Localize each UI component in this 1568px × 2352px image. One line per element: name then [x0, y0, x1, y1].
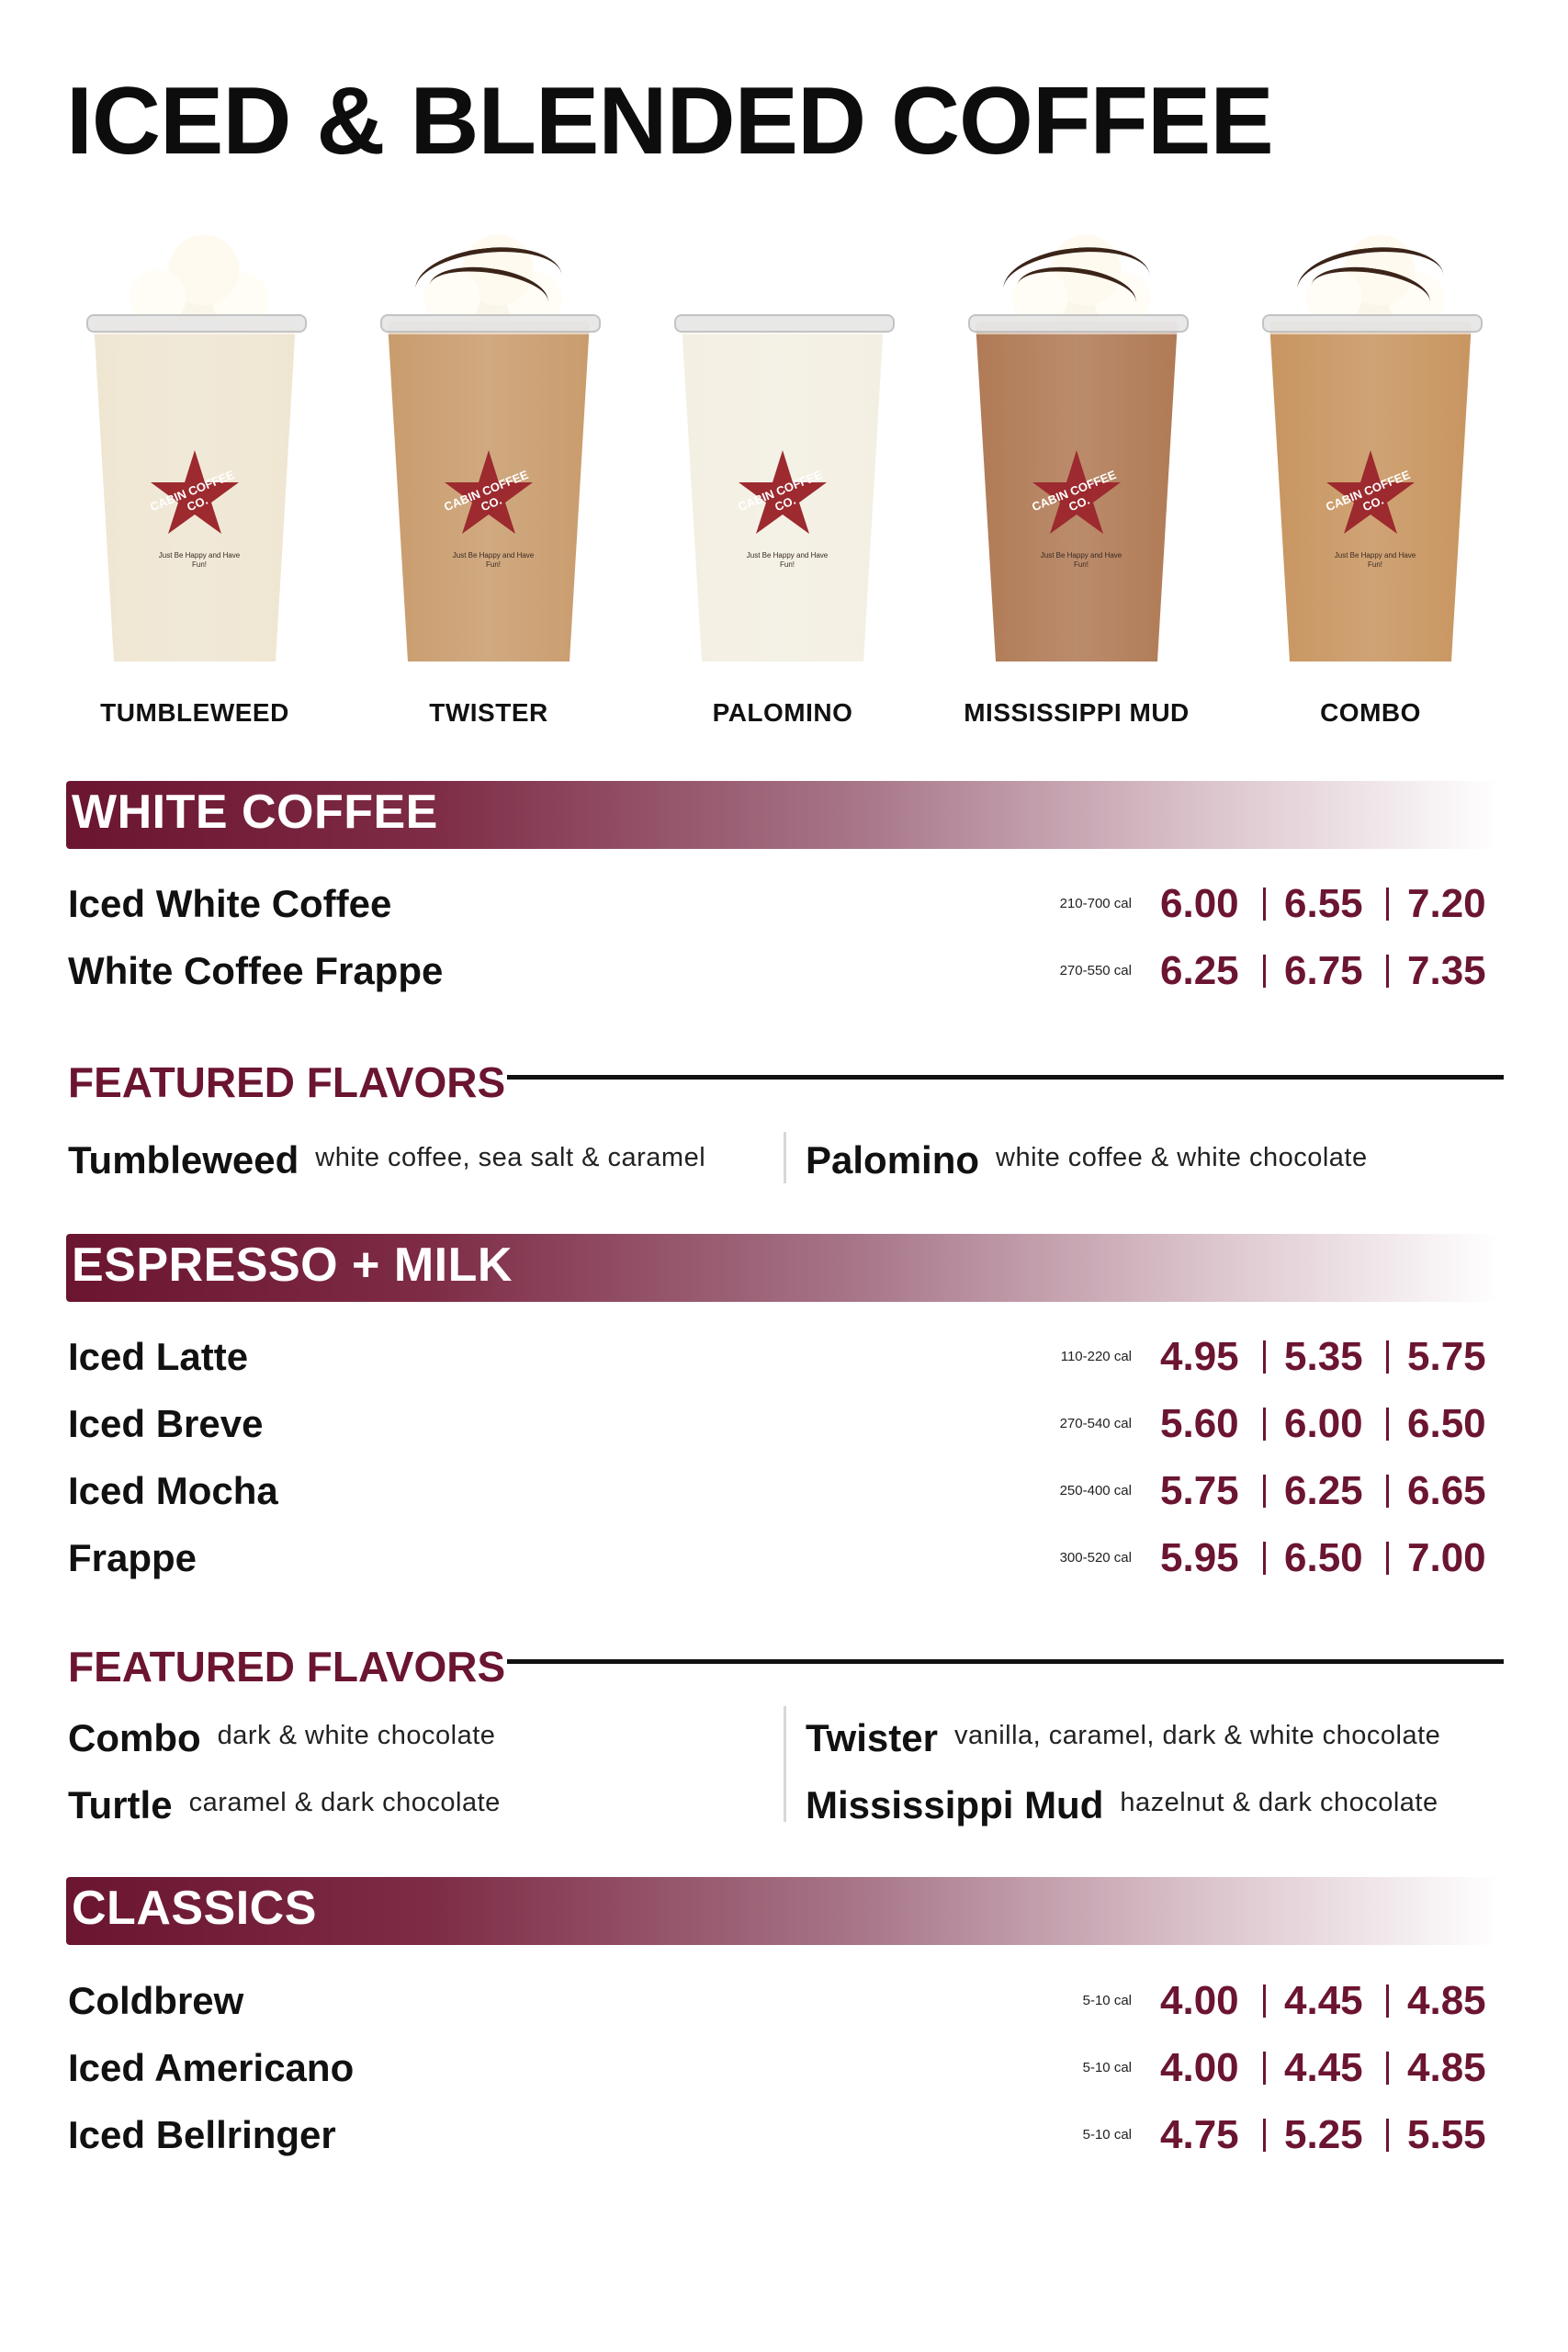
section-heading: ESPRESSO + MILK	[72, 1238, 513, 1292]
price-size-3: 7.00	[1407, 1535, 1486, 1580]
cup-rim	[968, 314, 1189, 333]
drink-card	[351, 211, 626, 753]
drink-card	[57, 211, 333, 753]
cup-tagline: Just Be Happy and Have Fun!	[746, 551, 829, 569]
calorie-range: 110-220 cal	[1060, 1349, 1132, 1364]
cup-logo-text: CABIN COFFEE CO.	[148, 467, 237, 514]
featured-flavors-rule	[507, 1659, 1504, 1664]
item-name: White Coffee Frappe	[68, 949, 444, 992]
drink-card	[1233, 211, 1508, 753]
flavor-description: white coffee & white chocolate	[996, 1143, 1368, 1172]
price-size-2: 5.35	[1284, 1334, 1363, 1379]
item-name: Iced White Coffee	[68, 882, 392, 925]
price-size-3: 6.50	[1407, 1401, 1486, 1446]
section-banner-espresso-milk	[66, 1234, 1499, 1302]
price-size-2: 6.55	[1284, 881, 1363, 926]
calorie-range: 5-10 cal	[1082, 1993, 1132, 2008]
price-separator	[1386, 888, 1389, 921]
calorie-range: 5-10 cal	[1082, 2127, 1132, 2143]
cup-tagline: Just Be Happy and Have Fun!	[158, 551, 241, 569]
calorie-range: 270-550 cal	[1059, 963, 1132, 978]
price-size-1: 5.75	[1160, 1468, 1239, 1513]
section-heading: WHITE COFFEE	[72, 786, 438, 839]
flavor-name: Combo	[68, 1716, 201, 1759]
price-separator	[1263, 1340, 1266, 1374]
section-banner-white-coffee	[66, 781, 1499, 849]
cup-logo-text: CABIN COFFEE CO.	[1030, 467, 1119, 514]
price-size-3: 5.75	[1407, 1334, 1486, 1379]
price-size-1: 6.25	[1160, 948, 1239, 993]
flavor-name: Twister	[806, 1716, 938, 1759]
cup-rim	[674, 314, 895, 333]
price-separator	[1263, 1408, 1266, 1441]
price-separator	[1263, 1542, 1266, 1575]
flavor-name: Turtle	[68, 1783, 173, 1826]
flavor-name: Mississippi Mud	[806, 1783, 1104, 1826]
section-banner-classics	[66, 1877, 1499, 1945]
flavor-description: vanilla, caramel, dark & white chocolate	[953, 1721, 1441, 1750]
item-name: Frappe	[68, 1536, 197, 1579]
item-name: Iced Breve	[68, 1402, 264, 1445]
cup-rim	[1262, 314, 1483, 333]
drink-card	[939, 211, 1214, 753]
price-size-3: 4.85	[1407, 2045, 1486, 2090]
cup-tagline: Just Be Happy and Have Fun!	[1040, 551, 1122, 569]
price-size-2: 6.25	[1284, 1468, 1363, 1513]
price-size-2: 6.75	[1284, 948, 1363, 993]
flavor-description: white coffee, sea salt & caramel	[315, 1143, 706, 1172]
flavor-description: hazelnut & dark chocolate	[1120, 1788, 1438, 1817]
cup-rim	[86, 314, 307, 333]
price-size-2: 4.45	[1284, 2045, 1363, 2090]
price-separator	[1386, 1408, 1389, 1441]
price-size-3: 7.20	[1407, 881, 1486, 926]
flavor-name: Tumbleweed	[68, 1138, 299, 1182]
price-size-2: 5.25	[1284, 2112, 1363, 2157]
price-separator	[1263, 2052, 1266, 2085]
flavor-description: dark & white chocolate	[217, 1721, 496, 1750]
price-separator	[1263, 1984, 1266, 2018]
featured-flavors-heading: FEATURED FLAVORS	[68, 1058, 506, 1106]
calorie-range: 5-10 cal	[1082, 2060, 1132, 2075]
price-size-1: 5.95	[1160, 1535, 1239, 1580]
price-separator	[1386, 2052, 1389, 2085]
calorie-range: 270-540 cal	[1059, 1416, 1132, 1431]
item-name: Iced Bellringer	[68, 2113, 336, 2156]
price-size-2: 6.00	[1284, 1401, 1363, 1446]
price-size-3: 5.55	[1407, 2112, 1486, 2157]
price-size-1: 4.95	[1160, 1334, 1239, 1379]
drink-card	[645, 211, 920, 753]
price-size-2: 6.50	[1284, 1535, 1363, 1580]
calorie-range: 300-520 cal	[1059, 1550, 1132, 1566]
cup-tagline: Just Be Happy and Have Fun!	[452, 551, 535, 569]
featured-flavors-heading: FEATURED FLAVORS	[68, 1643, 506, 1690]
item-name: Coldbrew	[68, 1979, 244, 2022]
flavor-description: caramel & dark chocolate	[188, 1788, 501, 1817]
calorie-range: 250-400 cal	[1059, 1483, 1132, 1498]
drink-name: TWISTER	[429, 698, 548, 727]
price-size-2: 4.45	[1284, 1978, 1363, 2023]
calorie-range: 210-700 cal	[1059, 896, 1132, 911]
price-size-1: 6.00	[1160, 881, 1239, 926]
price-separator	[1263, 1475, 1266, 1508]
cup-logo-text: CABIN COFFEE CO.	[736, 467, 825, 514]
price-size-3: 6.65	[1407, 1468, 1486, 1513]
price-size-3: 7.35	[1407, 948, 1486, 993]
cup-logo-text: CABIN COFFEE CO.	[442, 467, 531, 514]
price-separator	[1263, 2119, 1266, 2152]
drink-name: TUMBLEWEED	[100, 698, 289, 727]
price-separator	[1386, 1475, 1389, 1508]
section-heading: CLASSICS	[72, 1882, 317, 1935]
item-name: Iced Americano	[68, 2046, 355, 2089]
drink-name: COMBO	[1320, 698, 1421, 727]
price-size-1: 4.75	[1160, 2112, 1239, 2157]
cup-rim	[380, 314, 601, 333]
price-size-1: 4.00	[1160, 2045, 1239, 2090]
price-separator	[1386, 1340, 1389, 1374]
item-name: Iced Mocha	[68, 1469, 278, 1512]
page-title: ICED & BLENDED COFFEE	[66, 68, 1273, 175]
drink-name: PALOMINO	[712, 698, 853, 727]
cup-tagline: Just Be Happy and Have Fun!	[1334, 551, 1416, 569]
drink-name: MISSISSIPPI MUD	[964, 698, 1190, 727]
flavor-column-divider	[784, 1706, 786, 1822]
price-separator	[1386, 955, 1389, 988]
price-size-1: 4.00	[1160, 1978, 1239, 2023]
price-size-3: 4.85	[1407, 1978, 1486, 2023]
featured-flavors-rule	[507, 1075, 1504, 1080]
cup-logo-text: CABIN COFFEE CO.	[1324, 467, 1413, 514]
price-separator	[1386, 1984, 1389, 2018]
item-name: Iced Latte	[68, 1335, 249, 1378]
flavor-column-divider	[784, 1132, 786, 1183]
price-size-1: 5.60	[1160, 1401, 1239, 1446]
price-separator	[1386, 2119, 1389, 2152]
price-separator	[1263, 955, 1266, 988]
flavor-name: Palomino	[806, 1138, 980, 1182]
price-separator	[1386, 1542, 1389, 1575]
price-separator	[1263, 888, 1266, 921]
